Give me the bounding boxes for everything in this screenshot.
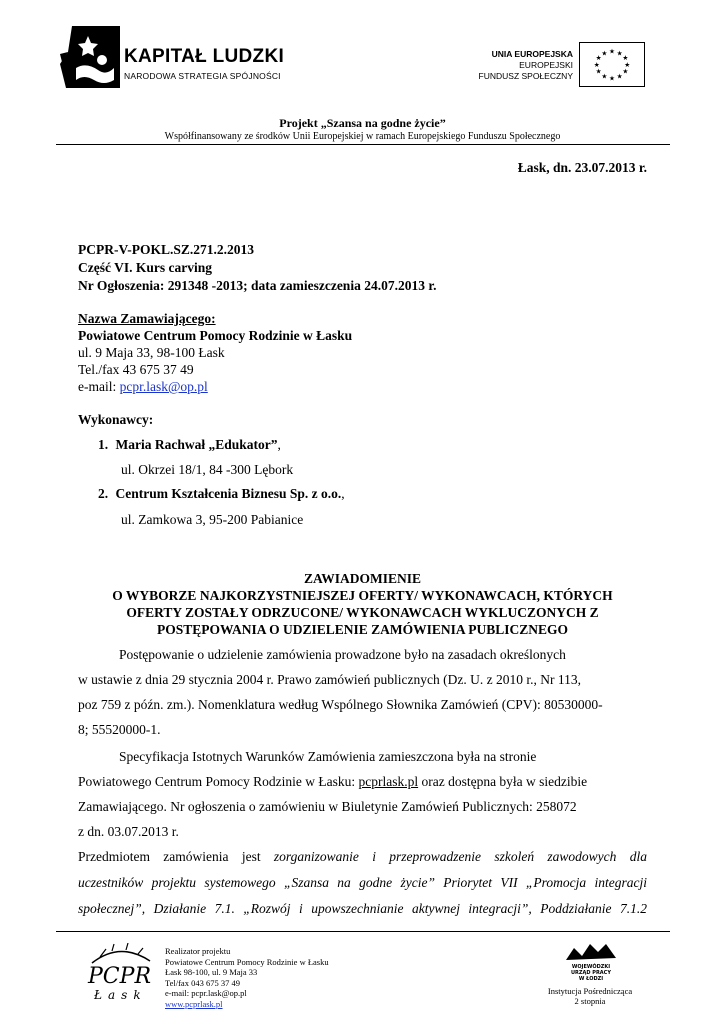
- paragraph-1-line-2: w ustawie z dnia 29 stycznia 2004 r. Prawo zamówień publicznych (Dz. U. z 2010 r., Nr 113,: [78, 672, 582, 687]
- contractor-name: Maria Rachwał „Edukator”: [115, 437, 278, 452]
- footer-website-link[interactable]: www.pcprlask.pl: [165, 998, 223, 1009]
- svg-text:★: ★: [622, 54, 629, 63]
- svg-text:★: ★: [595, 54, 602, 63]
- contractor-address: ul. Okrzei 18/1, 84 -300 Lębork: [121, 462, 294, 477]
- contractor-item: [98, 485, 345, 503]
- paragraph-1-line-3: poz 759 z późn. zm.). Nomenklatura według Wspólnego Słownika Zamówień (CPV): 80530000-: [78, 697, 603, 712]
- contracting-phone: Tel./fax 43 675 37 49: [78, 362, 194, 377]
- contractor-item: [98, 436, 281, 454]
- contractor-number: 2.: [98, 486, 109, 501]
- paragraph-3-italic-a: zorganizowanie i przeprowadzenie szkoleń zawodowych dla: [273, 849, 647, 864]
- eu-line-2: EUROPEJSKI: [519, 60, 573, 70]
- paragraph-3-italic-c: społecznej”, Działanie 7.1. „Rozwój i upowszechnianie aktywnej integracji”, Poddziałanie 7.1.2: [78, 901, 647, 916]
- footer-line-1: Realizator projektu: [165, 946, 231, 956]
- pcpr-logo-sub: Łask: [94, 988, 147, 1002]
- kapital-ludzki-logo: [58, 24, 122, 90]
- contractor-address: ul. Zamkowa 3, 95-200 Pabianice: [121, 512, 304, 527]
- svg-text:★: ★: [601, 72, 608, 81]
- paragraph-2-line-2: [78, 773, 587, 791]
- paragraph-1-line-4: 8; 55520000-1.: [78, 722, 161, 737]
- svg-text:★: ★: [622, 67, 629, 76]
- contractor-name: Centrum Kształcenia Biznesu Sp. z o.o.: [115, 486, 342, 501]
- date-line: Łask, dn. 23.07.2013 r.: [517, 160, 647, 175]
- eu-fund-text: [479, 49, 573, 82]
- svg-text:★: ★: [601, 49, 608, 58]
- notice-line-2: O WYBORZE NAJKORZYSTNIEJSZEJ OFERTY/ WYKONAWCACH, KTÓRYCH: [112, 588, 613, 603]
- svg-text:★: ★: [609, 74, 615, 83]
- email-link[interactable]: pcpr.lask@op.pl: [119, 379, 208, 394]
- contractors-heading: Wykonawcy:: [78, 412, 154, 427]
- paragraph-3-text-a: Przedmiotem zamówienia jest: [78, 849, 274, 864]
- contractor-number: 1.: [98, 437, 109, 452]
- notice-title: ZAWIADOMIENIE: [303, 571, 422, 586]
- footer-contact: [165, 946, 329, 1009]
- paragraph-3-italic-b: uczestników projektu systemowego „Szansa na godne życie” Priorytet VII „Promocja integracji: [78, 875, 647, 890]
- paragraph-2-line-1: Specyfikacja Istotnych Warunków Zamówienia zamieszczona była na stronie: [119, 749, 537, 764]
- reference-number: PCPR-V-POKL.SZ.271.2.2013: [78, 242, 254, 257]
- email-label: e-mail:: [78, 379, 120, 394]
- notice-line-4: POSTĘPOWANIA O UDZIELENIE ZAMÓWIENIA PUBLICZNEGO: [156, 622, 569, 637]
- svg-text:★: ★: [593, 60, 600, 69]
- paragraph-3-line-2: [78, 875, 647, 891]
- wup-logo-line-1: WOJEWÓDZKI: [571, 964, 611, 970]
- wup-caption: [540, 986, 640, 1006]
- paragraph-2-line-3: Zamawiającego. Nr ogłoszenia o zamówieniu w Biuletynie Zamówień Publicznych: 258072: [78, 799, 577, 814]
- pcpr-logo-text: PCPR: [88, 964, 152, 989]
- footer-line-4: Tel/fax 043 675 37 49: [165, 977, 240, 988]
- project-subtitle: Współfinansowany ze środków Unii Europejskiej w ramach Europejskiego Funduszu Społecznego: [164, 131, 561, 142]
- wup-logo-line-2: URZĄD PRACY: [571, 970, 611, 976]
- kapital-ludzki-title: KAPITAŁ LUDZKI: [124, 46, 285, 67]
- contracting-address: ul. 9 Maja 33, 98-100 Łask: [78, 345, 225, 360]
- eu-line-1: UNIA EUROPEJSKA: [491, 49, 573, 59]
- contracting-heading: Nazwa Zamawiającego:: [78, 311, 216, 326]
- footer-line-3: Łask 98-100, ul. 9 Maja 33: [165, 967, 258, 977]
- svg-text:★: ★: [616, 49, 623, 58]
- paragraph-2-text-a: Powiatowego Centrum Pomocy Rodzinie w Łasku:: [78, 774, 359, 789]
- footer-line-5: e-mail: pcpr.lask@op.pl: [165, 988, 247, 998]
- paragraph-2-line-4: z dn. 03.07.2013 r.: [78, 824, 179, 839]
- contractor-suffix: ,: [341, 486, 345, 501]
- footer-line-2: Powiatowe Centrum Pomocy Rodzinie w Łasku: [165, 956, 329, 967]
- wup-caption-line-2: 2 stopnia: [574, 996, 606, 1006]
- svg-text:★: ★: [624, 60, 631, 69]
- project-title: Projekt „Szansa na godne życie”: [279, 116, 446, 130]
- footer-divider: [56, 931, 670, 932]
- eu-line-3: FUNDUSZ SPOŁECZNY: [478, 71, 573, 81]
- eu-flag-icon: [579, 42, 645, 87]
- contracting-name: Powiatowe Centrum Pomocy Rodzinie w Łasku: [78, 328, 353, 343]
- contracting-email-line: [78, 378, 208, 396]
- svg-text:★: ★: [609, 47, 615, 56]
- svg-text:★: ★: [595, 67, 602, 76]
- pcpr-logo: [82, 943, 158, 1005]
- kapital-ludzki-subtitle: NARODOWA STRATEGIA SPÓJNOŚCI: [124, 71, 281, 81]
- website-link[interactable]: pcprlask.pl: [358, 774, 419, 789]
- paragraph-2-text-b: oraz dostępna była w siedzibie: [418, 774, 588, 789]
- paragraph-1-line-1: Postępowanie o udzielenie zamówienia prowadzone było na zasadach określonych: [119, 647, 566, 662]
- wup-logo: [560, 940, 622, 982]
- paragraph-3-line-3: [78, 901, 647, 917]
- reference-announcement: Nr Ogłoszenia: 291348 -2013; data zamieszczenia 24.07.2013 r.: [78, 278, 437, 293]
- notice-line-3: OFERTY ZOSTAŁY ODRZUCONE/ WYKONAWCACH WYKLUCZONYCH Z: [126, 605, 599, 620]
- reference-part: Część VI. Kurs carving: [78, 260, 212, 275]
- contractor-suffix: ,: [277, 437, 281, 452]
- paragraph-3-line-1: [78, 849, 647, 865]
- svg-text:★: ★: [616, 72, 623, 81]
- wup-logo-line-3: W ŁODZI: [578, 976, 604, 982]
- wup-caption-line-1: Instytucja Pośrednicząca: [547, 986, 633, 996]
- header-divider: [56, 144, 670, 145]
